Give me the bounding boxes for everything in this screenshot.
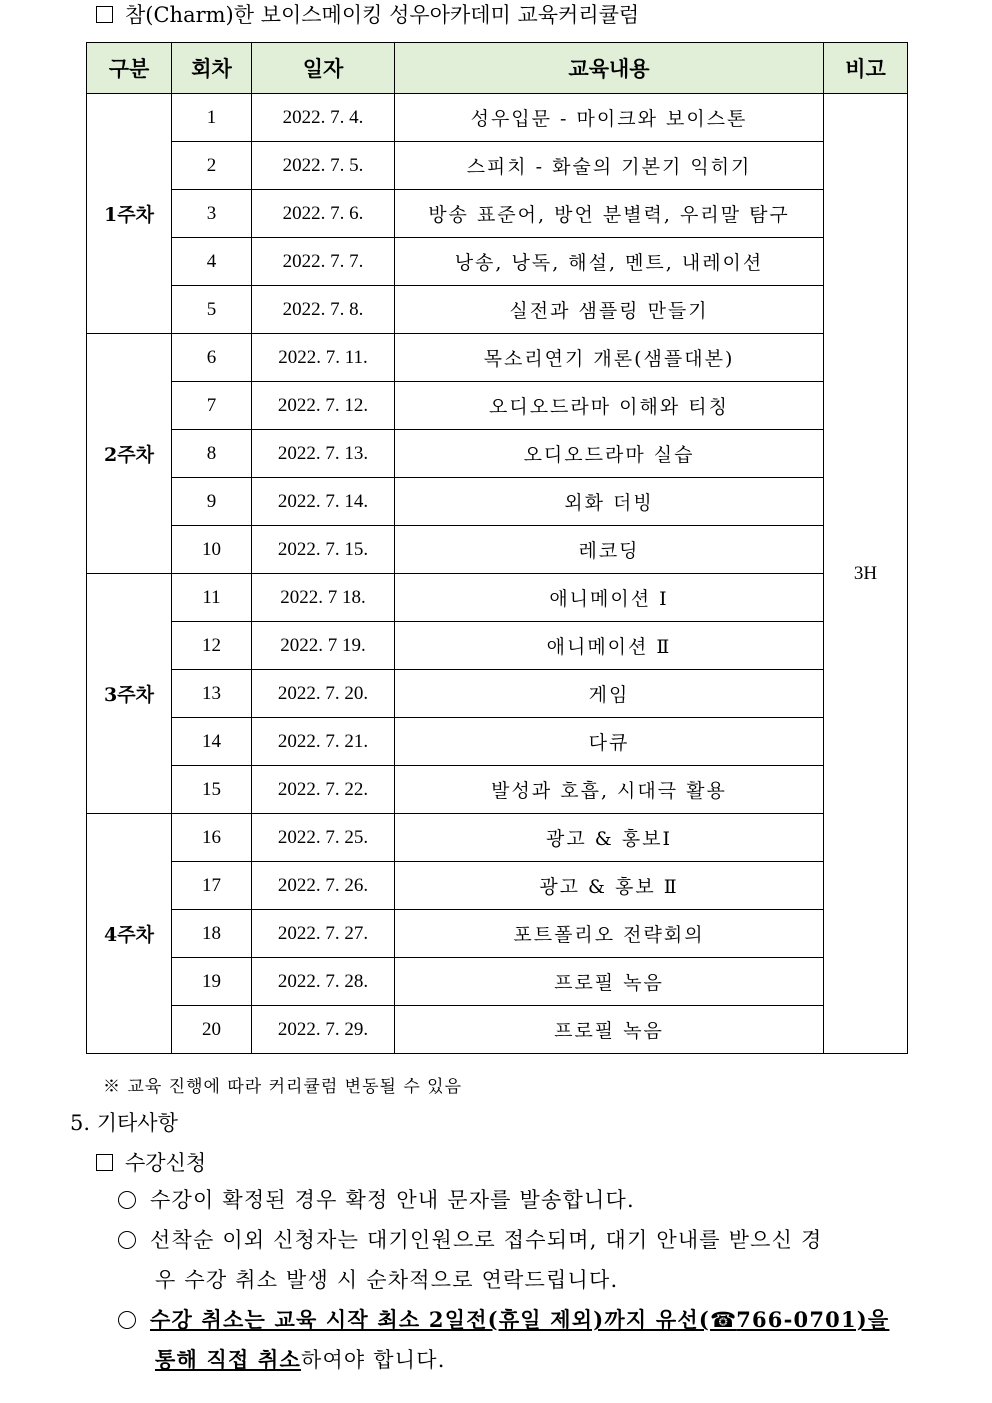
session-date: 2022. 7. 6. <box>252 190 395 238</box>
session-number: 7 <box>172 382 252 430</box>
session-number: 2 <box>172 142 252 190</box>
header-content: 교육내용 <box>395 43 824 94</box>
session-content: 발성과 호흡, 시대극 활용 <box>395 766 824 814</box>
session-content: 낭송, 낭독, 해설, 멘트, 내레이션 <box>395 238 824 286</box>
session-content: 오디오드라마 실습 <box>395 430 824 478</box>
session-number: 6 <box>172 334 252 382</box>
session-number: 20 <box>172 1006 252 1054</box>
session-date: 2022. 7. 22. <box>252 766 395 814</box>
session-number: 8 <box>172 430 252 478</box>
session-content: 방송 표준어, 방언 분별력, 우리말 탐구 <box>395 190 824 238</box>
item-text-continued: 우 수강 취소 발생 시 순차적으로 연락드립니다. <box>155 1268 619 1292</box>
section-heading: 5. 기타사항 <box>70 1111 178 1135</box>
table-row <box>87 334 908 382</box>
session-number: 9 <box>172 478 252 526</box>
session-number: 18 <box>172 910 252 958</box>
subsection-text: 수강신청 <box>125 1151 207 1175</box>
session-content: 성우입문 - 마이크와 보이스톤 <box>395 94 824 142</box>
session-date: 2022. 7. 14. <box>252 478 395 526</box>
session-date: 2022. 7. 4. <box>252 94 395 142</box>
session-date: 2022. 7. 26. <box>252 862 395 910</box>
table-row <box>87 718 908 766</box>
item-text: 수강이 확정된 경우 확정 안내 문자를 발송합니다. <box>150 1188 635 1212</box>
table-row <box>87 94 908 142</box>
session-number: 10 <box>172 526 252 574</box>
header-session: 회차 <box>172 43 252 94</box>
session-number: 1 <box>172 94 252 142</box>
header-category: 구분 <box>87 43 172 94</box>
item-text-underlined: 통해 직접 취소 <box>155 1347 301 1372</box>
session-content: 포트폴리오 전략회의 <box>395 910 824 958</box>
session-content: 프로필 녹음 <box>395 958 824 1006</box>
table-row <box>87 142 908 190</box>
week-label: 3주차 <box>87 574 172 814</box>
checkbox-square-icon <box>96 1154 113 1171</box>
table-row <box>87 574 908 622</box>
table-row <box>87 814 908 862</box>
session-date: 2022. 7. 7. <box>252 238 395 286</box>
curriculum-title <box>96 0 639 30</box>
session-date: 2022. 7. 20. <box>252 670 395 718</box>
session-content: 광고 & 홍보Ⅰ <box>395 814 824 862</box>
session-date: 2022. 7. 5. <box>252 142 395 190</box>
session-number: 3 <box>172 190 252 238</box>
session-content: 애니메이션 Ⅱ <box>395 622 824 670</box>
session-number: 12 <box>172 622 252 670</box>
note-cell: 3H <box>824 94 908 1054</box>
table-body <box>87 94 908 1054</box>
table-row <box>87 526 908 574</box>
list-item <box>118 1220 922 1300</box>
item-text: 하여야 합니다. <box>300 1348 446 1372</box>
circle-bullet-icon <box>118 1311 136 1329</box>
header-date: 일자 <box>252 43 395 94</box>
table-row <box>87 286 908 334</box>
curriculum-table <box>86 42 908 1054</box>
session-content: 게임 <box>395 670 824 718</box>
table-row <box>87 958 908 1006</box>
session-date: 2022. 7. 8. <box>252 286 395 334</box>
session-date: 2022. 7. 15. <box>252 526 395 574</box>
session-date: 2022. 7. 13. <box>252 430 395 478</box>
session-date: 2022. 7. 12. <box>252 382 395 430</box>
circle-bullet-icon <box>118 1231 136 1249</box>
session-date: 2022. 7. 21. <box>252 718 395 766</box>
table-row <box>87 910 908 958</box>
checkbox-square-icon <box>96 6 113 23</box>
curriculum-title-text: 참(Charm)한 보이스메이킹 성우아카데미 교육커리큘럼 <box>125 3 640 27</box>
session-date: 2022. 7 19. <box>252 622 395 670</box>
phone-number: 766-0701)을 <box>736 1307 890 1332</box>
list-item <box>118 1180 922 1220</box>
session-content: 목소리연기 개론(샘플대본) <box>395 334 824 382</box>
table-row <box>87 766 908 814</box>
subsection-heading <box>96 1148 206 1178</box>
table-row <box>87 430 908 478</box>
table-row <box>87 382 908 430</box>
session-number: 11 <box>172 574 252 622</box>
session-number: 15 <box>172 766 252 814</box>
table-row <box>87 670 908 718</box>
session-content: 실전과 샘플링 만들기 <box>395 286 824 334</box>
session-content: 다큐 <box>395 718 824 766</box>
item-text: 선착순 이외 신청자는 대기인원으로 접수되며, 대기 안내를 받으신 경 <box>150 1228 823 1252</box>
week-label: 4주차 <box>87 814 172 1054</box>
session-number: 4 <box>172 238 252 286</box>
footnote: ※ 교육 진행에 따라 커리큘럼 변동될 수 있음 <box>103 1077 463 1097</box>
session-content: 레코딩 <box>395 526 824 574</box>
session-content: 프로필 녹음 <box>395 1006 824 1054</box>
session-number: 5 <box>172 286 252 334</box>
table-header-row <box>87 43 908 94</box>
table-row <box>87 238 908 286</box>
table-row <box>87 478 908 526</box>
session-date: 2022. 7. 25. <box>252 814 395 862</box>
circle-bullet-icon <box>118 1191 136 1209</box>
session-content: 스피치 - 화술의 기본기 익히기 <box>395 142 824 190</box>
session-content: 애니메이션 Ⅰ <box>395 574 824 622</box>
session-content: 외화 더빙 <box>395 478 824 526</box>
session-date: 2022. 7. 11. <box>252 334 395 382</box>
list-item <box>118 1300 922 1380</box>
phone-icon: ☎ <box>710 1308 737 1332</box>
week-label: 1주차 <box>87 94 172 334</box>
header-note: 비고 <box>824 43 908 94</box>
week-label: 2주차 <box>87 334 172 574</box>
table-row <box>87 622 908 670</box>
session-date: 2022. 7. 27. <box>252 910 395 958</box>
session-content: 광고 & 홍보 Ⅱ <box>395 862 824 910</box>
session-number: 19 <box>172 958 252 1006</box>
session-number: 16 <box>172 814 252 862</box>
table-row <box>87 190 908 238</box>
table-row <box>87 862 908 910</box>
session-number: 13 <box>172 670 252 718</box>
session-content: 오디오드라마 이해와 티칭 <box>395 382 824 430</box>
session-date: 2022. 7. 29. <box>252 1006 395 1054</box>
table-row <box>87 1006 908 1054</box>
session-number: 17 <box>172 862 252 910</box>
session-date: 2022. 7 18. <box>252 574 395 622</box>
session-date: 2022. 7. 28. <box>252 958 395 1006</box>
item-text-underlined: 수강 취소는 교육 시작 최소 2일전(휴일 제외)까지 유선( <box>150 1307 711 1332</box>
session-number: 14 <box>172 718 252 766</box>
